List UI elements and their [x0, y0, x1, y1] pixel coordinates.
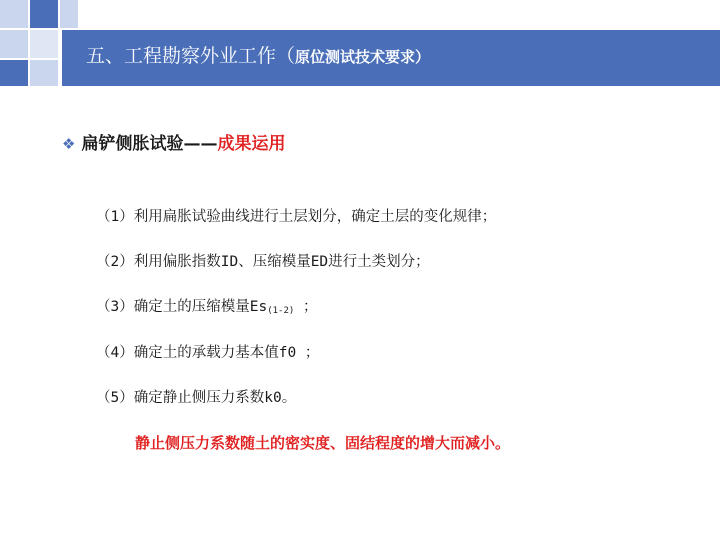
list-item-subscript: (1-2)	[267, 306, 295, 316]
list-item-text: （2）利用偏胀指数ID、压缩模量ED进行土类划分；	[96, 254, 430, 270]
diamond-cluster-icon: ❖	[62, 135, 76, 153]
list-item	[96, 387, 296, 409]
decor-square	[30, 0, 58, 28]
page-title	[86, 42, 430, 71]
section-heading-label: 扁铲侧胀试验——	[81, 134, 218, 154]
decor-square	[0, 0, 28, 28]
list-item-tail: ；	[294, 299, 318, 315]
list-item-text: （4）确定土的承载力基本值f0 ；	[96, 345, 320, 361]
list-item	[96, 342, 319, 364]
decor-square	[30, 60, 58, 86]
page-title-main: 五、工程勘察外业工作（	[86, 45, 296, 67]
list-item-text: （1）利用扁胀试验曲线进行土层划分，确定土层的变化规律；	[96, 209, 497, 225]
decor-square	[0, 60, 28, 86]
list-item	[96, 251, 430, 273]
decor-square	[60, 0, 78, 28]
decor-square	[30, 30, 58, 58]
list-item	[96, 206, 496, 228]
section-heading-highlight: 成果运用	[217, 134, 286, 154]
list-item-text: （5）确定静止侧压力系数k0。	[96, 390, 297, 406]
section-heading	[62, 132, 285, 156]
page-title-sub: 原位测试技术要求）	[295, 48, 431, 66]
list-item-text: （3）确定土的压缩模量Es	[96, 299, 268, 315]
list-item	[96, 296, 318, 322]
conclusion-note: 静止侧压力系数随土的密实度、固结程度的增大而减小。	[135, 434, 511, 452]
decor-square	[0, 30, 28, 58]
